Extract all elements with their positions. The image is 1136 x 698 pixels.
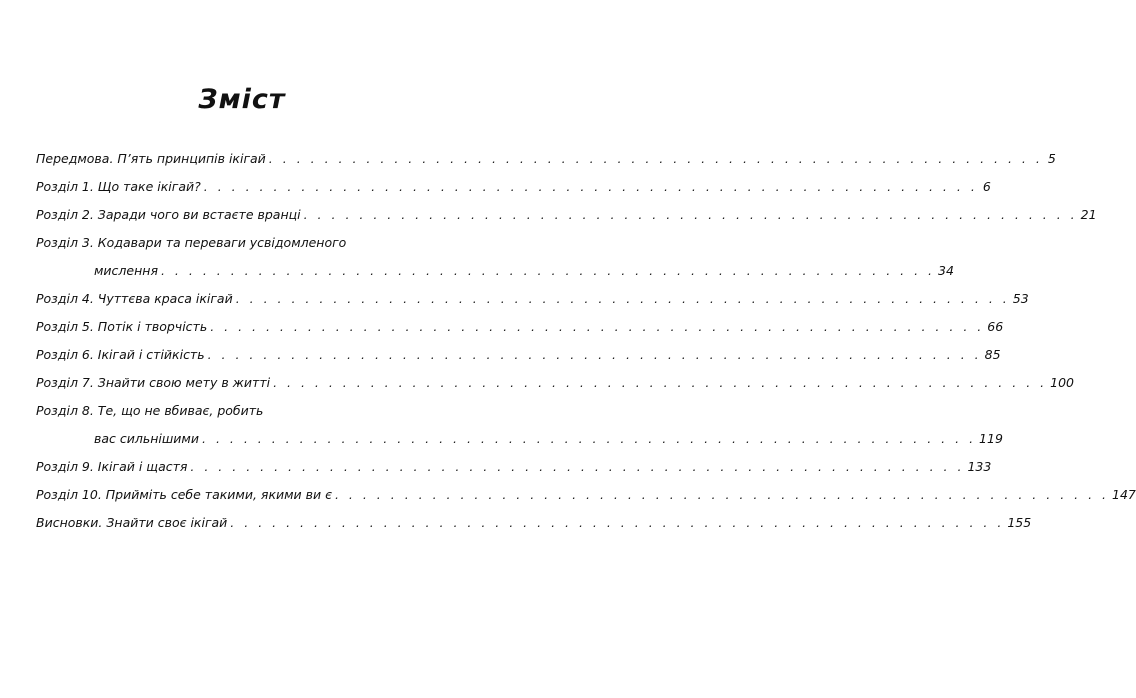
toc-page-number: 119 [979,431,1003,446]
toc-entry-chapter-3-continued [94,256,954,278]
toc-entry-title: Розділ 4. Чуттєва краса ікігай [36,291,233,306]
toc-page-number: 53 [1012,291,1029,306]
toc-leader-dots: . . . . . . . . . . . . . . . . . . . . . . . . . . . . . . . . . . . . . . . . . . . . . . . . . . . . . . . . [235,291,1010,306]
toc-leader-dots: . . . . . . . . . . . . . . . . . . . . . . . . . . . . . . . . . . . . . . . . . . . . . . . . . . . . . . . . [230,515,1005,530]
toc-page-number: 85 [984,347,1001,362]
toc-entry-chapter-6 [36,340,1001,362]
toc-leader-dots: . . . . . . . . . . . . . . . . . . . . . . . . . . . . . . . . . . . . . . . . . . . . . . . . . . . . . . . . [190,459,965,474]
toc-leader-dots: . . . . . . . . . . . . . . . . . . . . . . . . . . . . . . . . . . . . . . . . . . . . . . . . . . . . . . . . [160,263,936,278]
toc-entry-chapter-8 [36,396,336,418]
toc-page-number: 155 [1007,515,1032,530]
toc-entry-chapter-2 [36,200,1097,222]
toc-entry-title: Передмова. П’ять принципів ікігай [36,151,266,166]
toc-leader-dots: . . . . . . . . . . . . . . . . . . . . . . . . . . . . . . . . . . . . . . . . . . . . . . . . . . . . . . . . [203,179,978,194]
toc-entry-chapter-1 [36,172,991,194]
toc-entry-title: Розділ 7. Знайти свою мету в житті [36,375,271,390]
toc-entry-title: Розділ 9. Ікігай і щастя [36,459,188,474]
toc-entry-title: Розділ 1. Що таке ікігай? [36,179,201,194]
toc-leader-dots: . . . . . . . . . . . . . . . . . . . . . . . . . . . . . . . . . . . . . . . . . . . . . . . . . . . . . . . . [273,375,1048,390]
toc-leader-dots: . . . . . . . . . . . . . . . . . . . . . . . . . . . . . . . . . . . . . . . . . . . . . . . . . . . . . . . . [202,431,977,446]
toc-leader-dots: . . . . . . . . . . . . . . . . . . . . . . . . . . . . . . . . . . . . . . . . . . . . . . . . . . . . . . . . [334,487,1110,502]
toc-page-number: 21 [1080,207,1097,222]
toc-entry-title: вас сильнішими [94,431,199,446]
toc-entry-title: Розділ 2. Заради чого ви встаєте вранці [36,207,301,222]
toc-entry-title: Розділ 5. Потік і творчість [36,319,208,334]
toc-page-number: 147 [1112,487,1136,502]
toc-entry-title: Розділ 3. Кодавари та переваги усвідомленого [36,235,347,250]
toc-entry-title: Висновки. Знайти своє ікігай [36,515,228,530]
toc-leader-dots: . . . . . . . . . . . . . . . . . . . . . . . . . . . . . . . . . . . . . . . . . . . . . . . . . . . . . . . . [303,207,1078,222]
toc-page-number: 133 [967,459,992,474]
toc-page-number: 5 [1047,151,1056,166]
toc-entry-chapter-10 [36,480,1136,502]
toc-entry-chapter-3 [36,228,347,250]
toc-entry-chapter-4 [36,284,1029,306]
page-title: Зміст [198,84,286,115]
toc-leader-dots: . . . . . . . . . . . . . . . . . . . . . . . . . . . . . . . . . . . . . . . . . . . . . . . . . . . . . . . . [207,347,982,362]
toc-entry-chapter-9 [36,452,992,474]
toc-page-number: 100 [1050,375,1074,390]
toc-entry-title: Розділ 8. Те, що не вбиває, робить [36,403,264,418]
toc-leader-dots: . . . . . . . . . . . . . . . . . . . . . . . . . . . . . . . . . . . . . . . . . . . . . . . . . . . . . . . . [210,319,985,334]
toc-entry-conclusions [36,508,1032,530]
toc-entry-chapter-7 [36,368,1074,390]
toc-page-number: 34 [938,263,954,278]
toc-entry-chapter-8-continued [94,424,1003,446]
toc-entry-title: Розділ 6. Ікігай і стійкість [36,347,205,362]
toc-entry-chapter-5 [36,312,1004,334]
toc-page-number: 66 [987,319,1004,334]
toc-entry-preface [36,144,1056,166]
toc-leader-dots: . . . . . . . . . . . . . . . . . . . . . . . . . . . . . . . . . . . . . . . . . . . . . . . . . . . . . . . . [268,151,1043,166]
toc-entry-title: Розділ 10. Прийміть себе такими, якими ви є [36,487,332,502]
toc-page-number: 6 [982,179,991,194]
toc-entry-title: мислення [94,263,158,278]
